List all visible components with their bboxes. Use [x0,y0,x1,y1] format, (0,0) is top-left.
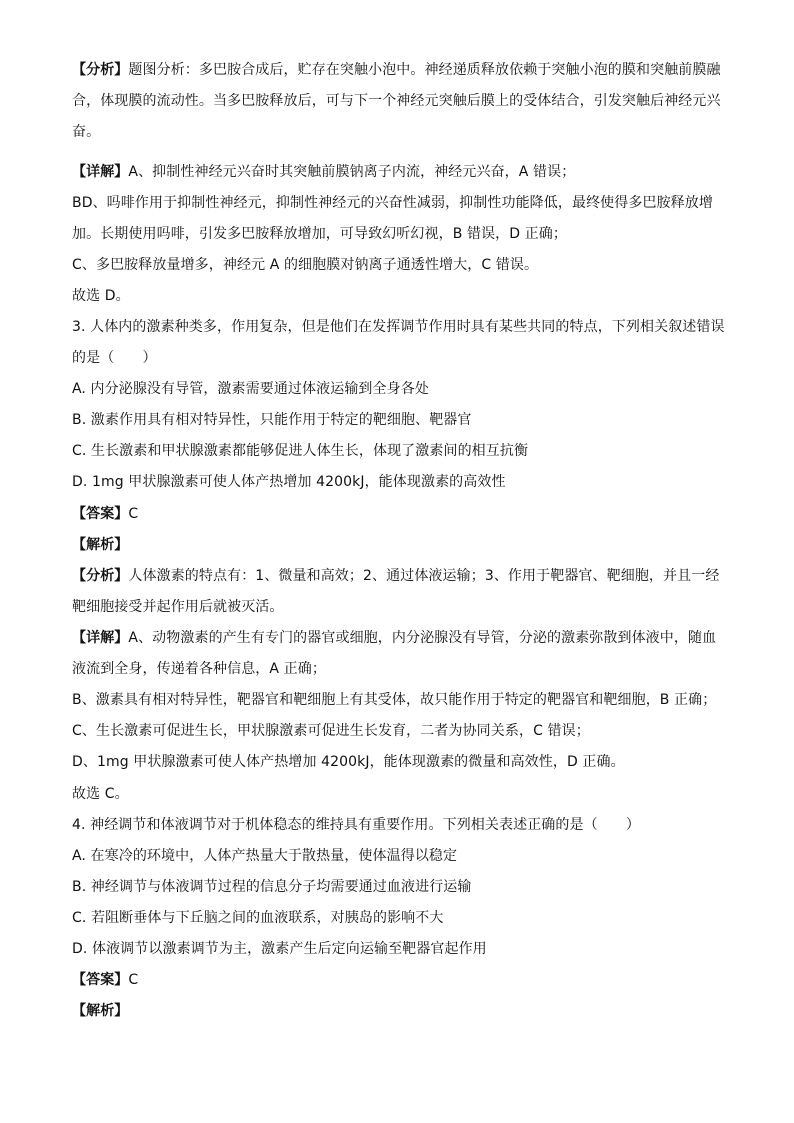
option-a [72,846,457,866]
line-text: 故选 D。 [72,288,130,304]
line-text: 靶细胞接受并起作用后就被灭活。 [72,599,284,615]
line-text: 故选 C。 [72,786,129,802]
line-text: C [128,972,139,988]
line-text: C. 若阻断垂体与下丘脑之间的血液联系，对胰岛的影响不大 [72,910,444,926]
text-line [72,566,719,586]
line-text: BD、吗啡作用于抑制性神经元，抑制性神经元的兴奋性减弱，抑制性功能降低，最终使得多巴胺释放增 [72,195,713,211]
section-label: 【详解】 [72,630,129,646]
line-text: C、生长激素可促进生长，甲状腺激素可促进生长发育，二者为协同关系，C 错误； [72,723,590,739]
line-text: 加。长期使用吗啡，引发多巴胺释放增加，可导致幻听幻视，B 错误，D 正确； [72,226,567,242]
text-line [72,597,284,617]
analysis-heading [72,535,128,555]
question-4-stem [72,815,640,835]
text-line [72,784,129,804]
line-text: 的是（ ） [72,350,157,366]
text-line [72,224,567,244]
section-label: 【答案】 [72,972,129,988]
section-label: 【解析】 [72,537,129,553]
text-line [72,122,100,142]
line-text: B. 神经调节与体液调节过程的信息分子均需要通过血液进行运输 [72,879,472,895]
line-text: A. 在寒冷的环境中，人体产热量大于散热量，使体温得以稳定 [72,848,458,864]
section-label: 【分析】 [72,62,129,78]
line-text: A. 内分泌腺没有导管，激素需要通过体液运输到全身各处 [72,381,429,397]
line-text: C. 生长激素和甲状腺激素都能够促进人体生长，体现了激素间的相互抗衡 [72,443,529,459]
option-b [72,410,472,430]
text-line [72,286,130,306]
line-text: 题图分析：多巴胺合成后，贮存在突触小泡中。神经递质释放依赖于突触小泡的膜和突触前膜融 [128,62,721,78]
line-text: D. 1mg 甲状腺激素可使人体产热增加 4200kJ，能体现激素的高效性 [72,474,506,490]
section-label: 【分析】 [72,568,129,584]
option-c [72,908,443,928]
line-text: 3. 人体内的激素种类多，作用复杂，但是他们在发挥调节作用时具有某些共同的特点，下列相关叙述错误 [72,319,725,335]
line-text: A、动物激素的产生有专门的器官或细胞，内分泌腺没有导管，分泌的激素弥散到体液中，随血 [128,630,717,646]
line-text: 4. 神经调节和体液调节对于机体稳态的维持具有重要作用。下列相关表述正确的是（ ） [72,817,641,833]
option-d [72,939,487,959]
text-line [72,628,716,648]
text-line [72,193,713,213]
analysis-heading [72,1001,128,1021]
section-label: 【解析】 [72,1003,129,1019]
line-text: B、激素具有相对特异性，靶器官和靶细胞上有其受体，故只能作用于特定的靶器官和靶细胞，B 正确； [72,692,717,708]
question-3-stem [72,317,725,337]
section-label: 【答案】 [72,506,129,522]
text-line [72,690,716,710]
line-text: A、抑制性神经元兴奋时其突触前膜钠离子内流，神经元兴奋，A 错误； [128,164,576,180]
text-line [72,659,326,679]
text-line [72,255,538,275]
option-a [72,379,429,399]
text-line [72,91,721,111]
option-b [72,877,472,897]
line-text: D、1mg 甲状腺激素可使人体产热增加 4200kJ，能体现激素的微量和高效性，D 正确。 [72,754,625,770]
text-line [72,60,721,80]
option-d [72,472,506,492]
text-line [72,721,590,741]
option-c [72,441,528,461]
line-text: 人体激素的特点有：1、微量和高效；2、通过体液运输；3、作用于靶器官、靶细胞，并且一经 [128,568,720,584]
line-text: 液流到全身，传递着各种信息，A 正确； [72,661,326,677]
line-text: B. 激素作用具有相对特异性，只能作用于特定的靶细胞、靶器官 [72,412,472,428]
text-line [72,162,575,182]
section-label: 【详解】 [72,164,129,180]
line-text: 合，体现膜的流动性。当多巴胺释放后，可与下一个神经元突触后膜上的受体结合，引发突触后神经元兴 [72,93,721,109]
text-line [72,752,625,772]
answer-line [72,504,138,524]
line-text: 奋。 [72,124,101,140]
text-line [72,348,157,368]
line-text: C [128,506,139,522]
line-text: D. 体液调节以激素调节为主，激素产生后定向运输至靶器官起作用 [72,941,487,957]
line-text: C、多巴胺释放量增多，神经元 A 的细胞膜对钠离子通透性增大，C 错误。 [72,257,539,273]
answer-line [72,970,138,990]
